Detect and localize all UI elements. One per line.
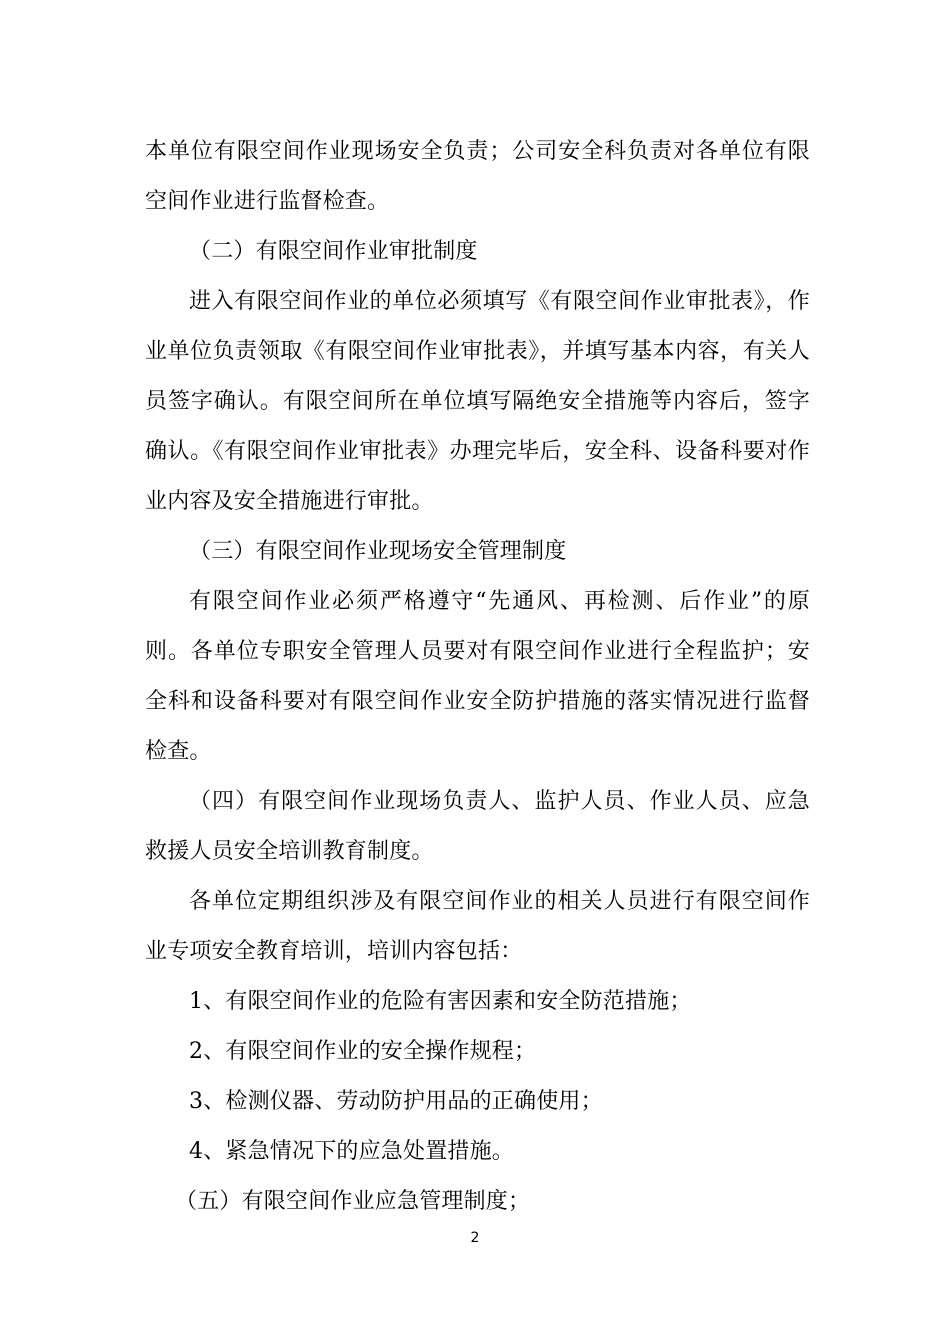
document-page [145, 127, 810, 1227]
list-item-2: 2、有限空间作业的安全操作规程； [189, 1039, 537, 1064]
paragraph-site-safety: 有限空间作业必须严格遵守“先通风、再检测、后作业”的原则。各单位专职安全管理人员要对有限空间作业进行全程监护；安全科和设备科要对有限空间作业安全防护措施的落实情况进行监督检查。 [145, 589, 810, 764]
section-heading-4: （四）有限空间作业现场负责人、监护人员、作业人员、应急救援人员安全培训教育制度。 [145, 789, 810, 864]
paragraph-training: 各单位定期组织涉及有限空间作业的相关人员进行有限空间作业专项安全教育培训，培训内容包括： [145, 889, 810, 964]
list-item-3: 3、检测仪器、劳动防护用品的正确使用； [189, 1089, 603, 1114]
paragraph-continuation: 本单位有限空间作业现场安全负责；公司安全科负责对各单位有限空间作业进行监督检查。 [145, 139, 810, 214]
section-heading-2: （二）有限空间作业审批制度 [189, 239, 478, 264]
list-item-4: 4、紧急情况下的应急处置措施。 [189, 1139, 514, 1164]
section-heading-3: （三）有限空间作业现场安全管理制度 [189, 539, 567, 564]
paragraph-approval: 进入有限空间作业的单位必须填写《有限空间作业审批表》，作业单位负责领取《有限空间作业审批表》，并填写基本内容，有关人员签字确认。有限空间所在单位填写隔绝安全措施等内容后，签字确认。《有限空间作业审批表》办理完毕后，安全科、设备科要对作业内容及安全措施进行审批。 [145, 289, 810, 514]
page-number: 2 [470, 1230, 480, 1246]
list-item-1: 1、有限空间作业的危险有害因素和安全防范措施； [189, 989, 692, 1014]
section-heading-5: （五）有限空间作业应急管理制度； [175, 1189, 531, 1214]
